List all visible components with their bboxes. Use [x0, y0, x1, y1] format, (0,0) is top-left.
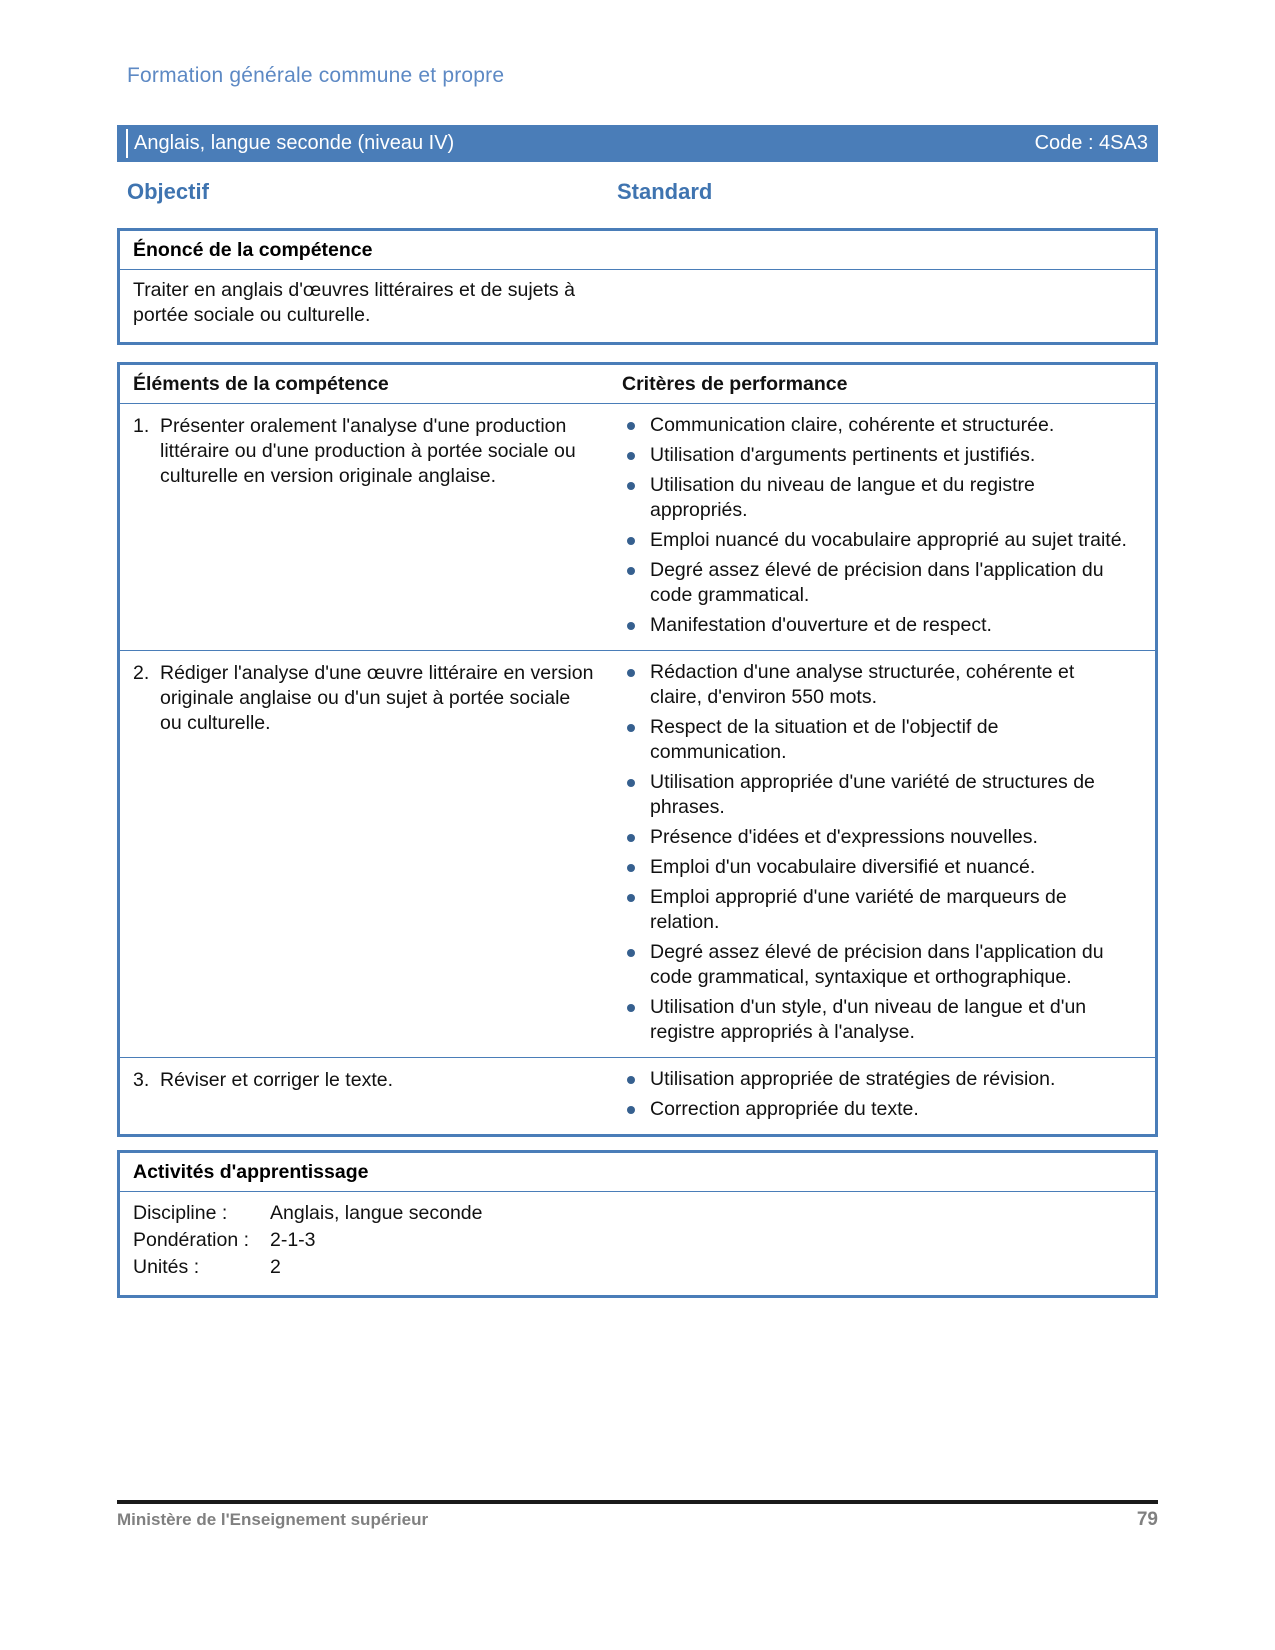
unites-row — [133, 1254, 1142, 1281]
bullet-icon — [627, 482, 635, 490]
criterion-item — [622, 825, 1127, 850]
discipline-label: Discipline : — [133, 1202, 228, 1224]
discipline-row — [133, 1200, 1142, 1227]
criterion-item — [622, 413, 1127, 438]
criterion-text: Emploi approprié d'une variété de marqueurs de relation. — [650, 886, 1067, 933]
table-row — [120, 404, 1155, 651]
bullet-icon — [627, 949, 635, 957]
criterion-text: Rédaction d'une analyse structurée, cohérente et claire, d'environ 550 mots. — [650, 661, 1075, 708]
element-cell — [120, 651, 617, 1057]
bullet-icon — [627, 622, 635, 630]
bullet-icon — [627, 779, 635, 787]
criterion-text: Degré assez élevé de précision dans l'application du code grammatical, syntaxique et orthographique. — [650, 941, 1104, 988]
elements-header: Éléments de la compétence — [133, 373, 389, 395]
criterion-text: Communication claire, cohérente et structurée. — [650, 414, 1055, 436]
bullet-icon — [627, 422, 635, 430]
banner-accent-line — [126, 129, 128, 158]
bullet-icon — [627, 567, 635, 575]
criterion-text: Manifestation d'ouverture et de respect. — [650, 614, 992, 636]
activites-header: Activités d'apprentissage — [120, 1153, 1155, 1192]
activites-body — [120, 1192, 1155, 1295]
enonce-table — [117, 228, 1158, 345]
bullet-icon — [627, 864, 635, 872]
criterion-text: Utilisation du niveau de langue et du registre appropriés. — [650, 474, 1035, 521]
criterion-text: Présence d'idées et d'expressions nouvelles. — [650, 826, 1038, 848]
criterion-item — [622, 443, 1127, 468]
criterion-item — [622, 528, 1127, 553]
ponderation-row — [133, 1227, 1142, 1254]
criterion-item — [622, 995, 1127, 1045]
column-headings — [117, 179, 1158, 207]
criterion-text: Utilisation appropriée d'une variété de structures de phrases. — [650, 771, 1095, 818]
criterion-item — [622, 770, 1127, 820]
running-header: Formation générale commune et propre — [127, 64, 505, 87]
table-row — [120, 651, 1155, 1058]
bullet-icon — [627, 894, 635, 902]
criterion-text: Respect de la situation et de l'objectif de communication. — [650, 716, 999, 763]
course-title: Anglais, langue seconde (niveau IV) — [134, 132, 455, 154]
bullet-icon — [627, 1076, 635, 1084]
bullet-icon — [627, 724, 635, 732]
criteria-cell — [617, 404, 1155, 650]
criterion-text: Degré assez élevé de précision dans l'application du code grammatical. — [650, 559, 1104, 606]
objectif-heading: Objectif — [127, 179, 209, 204]
competence-table — [117, 362, 1158, 1137]
criterion-text: Utilisation appropriée de stratégies de révision. — [650, 1068, 1056, 1090]
element-cell — [120, 1058, 617, 1134]
table-row — [120, 1058, 1155, 1134]
criterion-item — [622, 1097, 1127, 1122]
criterion-item — [622, 1067, 1127, 1092]
bullet-icon — [627, 834, 635, 842]
element-number: 2. — [133, 662, 150, 684]
element-number: 3. — [133, 1069, 150, 1091]
enonce-header: Énoncé de la compétence — [120, 231, 1155, 270]
element-text: Rédiger l'analyse d'une œuvre littéraire en version originale anglaise ou d'un sujet à portée sociale ou culturelle. — [160, 662, 594, 734]
criteria-cell — [617, 651, 1155, 1057]
ponderation-value: 2-1-3 — [270, 1229, 316, 1251]
criteres-header: Critères de performance — [622, 373, 848, 395]
discipline-value: Anglais, langue seconde — [270, 1202, 483, 1224]
element-cell — [120, 404, 617, 650]
competence-header-row — [120, 365, 1155, 404]
page-number: 79 — [1136, 1509, 1158, 1530]
element-text: Réviser et corriger le texte. — [160, 1069, 394, 1091]
bullet-icon — [627, 1004, 635, 1012]
criterion-item — [622, 473, 1127, 523]
criterion-text: Emploi nuancé du vocabulaire approprié au sujet traité. — [650, 529, 1127, 551]
criteria-cell — [617, 1058, 1155, 1134]
enonce-text: Traiter en anglais d'œuvres littéraires et de sujets à portée sociale ou culturelle. — [133, 279, 575, 326]
standard-heading: Standard — [617, 179, 713, 204]
element-text: Présenter oralement l'analyse d'une production littéraire ou d'une production à portée sociale ou culturelle en version originale anglaise. — [160, 415, 576, 487]
course-banner — [117, 125, 1158, 162]
criterion-item — [622, 613, 1127, 638]
bullet-icon — [627, 669, 635, 677]
criterion-text: Emploi d'un vocabulaire diversifié et nuancé. — [650, 856, 1036, 878]
criterion-item — [622, 715, 1127, 765]
criterion-text: Utilisation d'un style, d'un niveau de langue et d'un registre appropriés à l'analyse. — [650, 996, 1087, 1043]
bullet-icon — [627, 452, 635, 460]
criterion-item — [622, 885, 1127, 935]
criterion-item — [622, 558, 1127, 608]
ministry-name: Ministère de l'Enseignement supérieur — [117, 1510, 429, 1529]
course-code: Code : 4SA3 — [1034, 132, 1148, 154]
criterion-item — [622, 855, 1127, 880]
unites-value: 2 — [270, 1256, 281, 1278]
page-footer — [117, 1500, 1158, 1531]
criterion-item — [622, 940, 1127, 990]
bullet-icon — [627, 1106, 635, 1114]
criterion-item — [622, 660, 1127, 710]
ponderation-label: Pondération : — [133, 1229, 250, 1251]
criterion-text: Utilisation d'arguments pertinents et justifiés. — [650, 444, 1036, 466]
element-number: 1. — [133, 415, 150, 437]
page-content — [117, 0, 1158, 1298]
activites-table — [117, 1150, 1158, 1298]
enonce-body — [120, 270, 1155, 342]
bullet-icon — [627, 537, 635, 545]
criterion-text: Correction appropriée du texte. — [650, 1098, 919, 1120]
unites-label: Unités : — [133, 1256, 200, 1278]
